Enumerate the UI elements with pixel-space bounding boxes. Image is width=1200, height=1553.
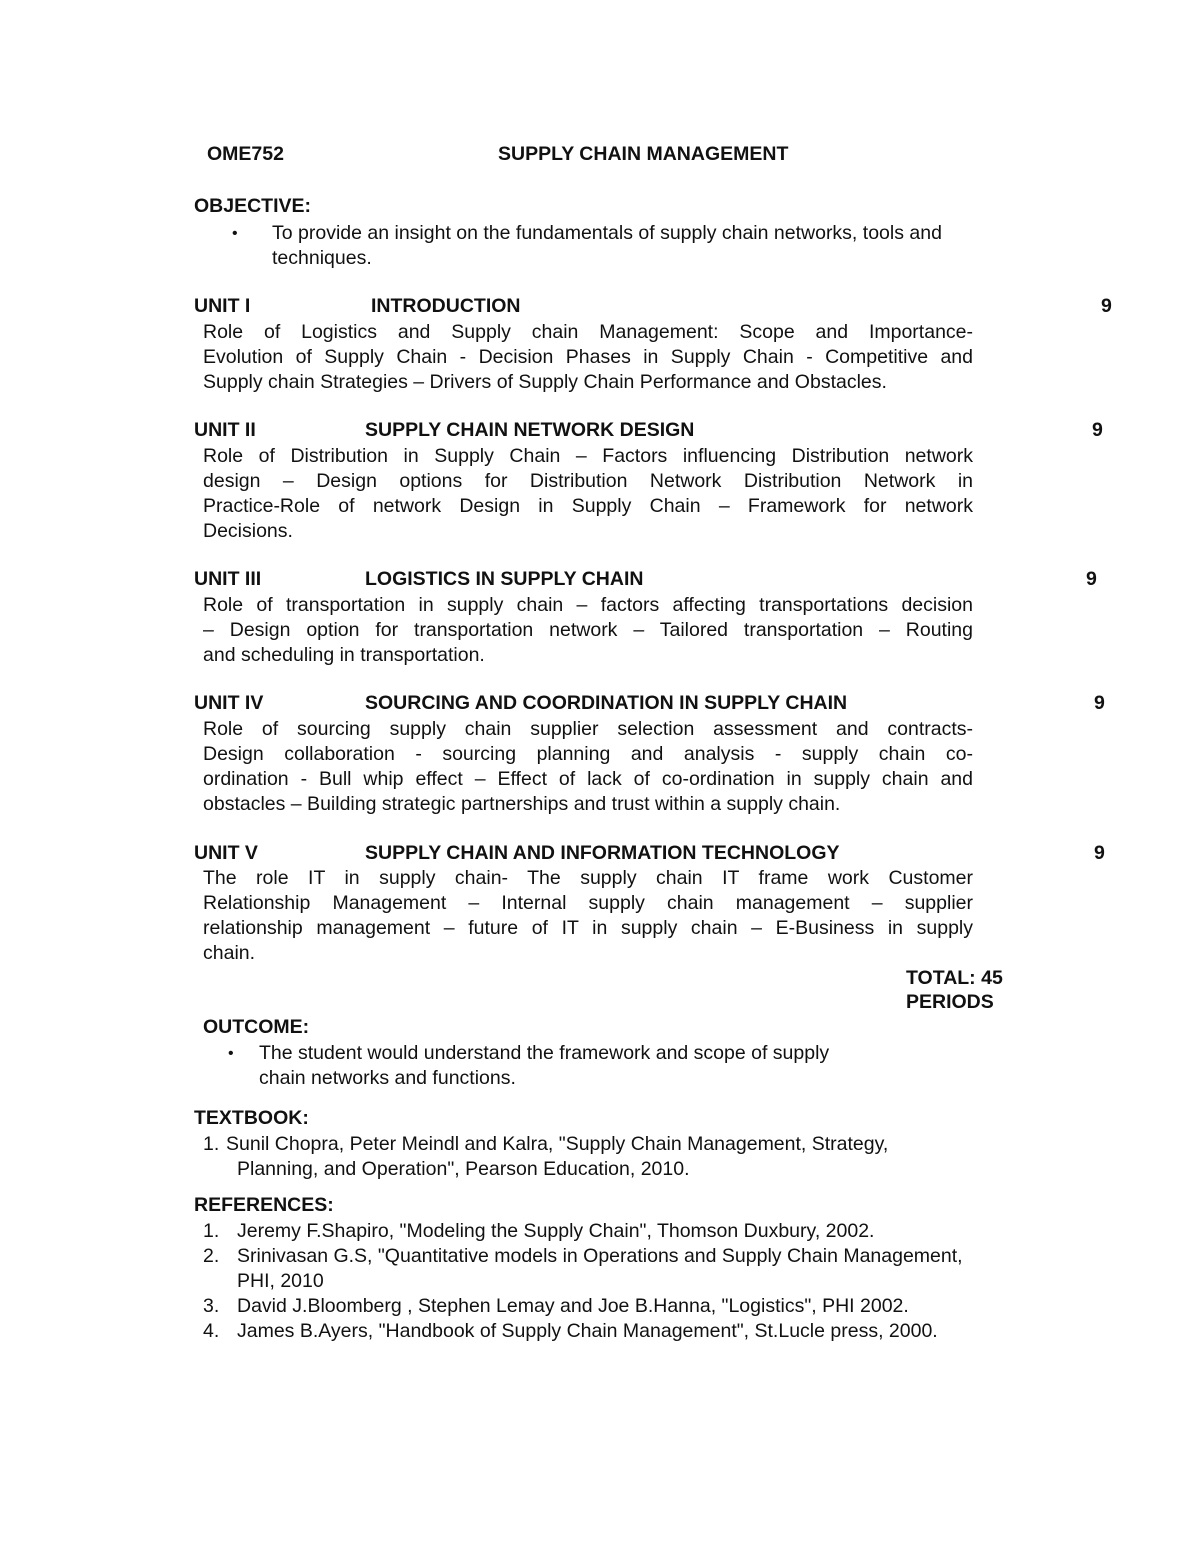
textbook-line: Sunil Chopra, Peter Meindl and Kalra, "Supply Chain Management, Strategy,: [226, 1133, 889, 1155]
unit-label: UNIT II: [194, 419, 256, 441]
reference-line: David J.Bloomberg , Stephen Lemay and Joe B.Hanna, "Logistics", PHI 2002.: [237, 1295, 909, 1317]
unit-text-line: chain.: [203, 942, 256, 964]
unit-hours: 9: [1086, 568, 1097, 590]
unit-hours: 9: [1092, 419, 1103, 441]
objective-line: To provide an insight on the fundamentals of supply chain networks, tools and: [272, 222, 942, 244]
unit-text-line: and scheduling in transportation.: [203, 644, 485, 666]
unit-text-line: ordination - Bull whip effect – Effect of lack of co-ordination in supply chain and: [203, 768, 973, 790]
course-title: SUPPLY CHAIN MANAGEMENT: [498, 143, 789, 165]
unit-text-line: Practice-Role of network Design in Supply Chain – Framework for network: [203, 495, 973, 517]
unit-text-line: Design collaboration - sourcing planning and analysis - supply chain co-: [203, 743, 973, 765]
unit-text-line: – Design option for transportation network – Tailored transportation – Routing: [203, 619, 973, 641]
unit-text-line: design – Design options for Distribution Network Distribution Network in: [203, 470, 973, 492]
reference-line: James B.Ayers, "Handbook of Supply Chain Management", St.Lucle press, 2000.: [237, 1320, 938, 1342]
unit-title: SUPPLY CHAIN NETWORK DESIGN: [365, 419, 695, 441]
unit-text-line: Relationship Management – Internal supply chain management – supplier: [203, 892, 973, 914]
unit-hours: 9: [1101, 295, 1112, 317]
unit-text-line: relationship management – future of IT in supply chain – E-Business in supply: [203, 917, 973, 939]
objective-line: techniques.: [272, 247, 372, 269]
reference-line: Srinivasan G.S, "Quantitative models in Operations and Supply Chain Management,: [237, 1245, 963, 1267]
total-periods-label: PERIODS: [906, 991, 994, 1013]
outcome-heading: OUTCOME:: [203, 1016, 310, 1038]
unit-text-line: Role of Distribution in Supply Chain – Factors influencing Distribution network: [203, 445, 973, 467]
textbook-heading: TEXTBOOK:: [194, 1107, 309, 1129]
unit-title: LOGISTICS IN SUPPLY CHAIN: [365, 568, 644, 590]
unit-text-line: Role of transportation in supply chain – factors affecting transportations decision: [203, 594, 973, 616]
unit-label: UNIT III: [194, 568, 262, 590]
unit-text-line: Evolution of Supply Chain - Decision Phases in Supply Chain - Competitive and: [203, 346, 973, 368]
unit-text-line: Supply chain Strategies – Drivers of Supply Chain Performance and Obstacles.: [203, 371, 887, 393]
unit-title: SUPPLY CHAIN AND INFORMATION TECHNOLOGY: [365, 842, 840, 864]
reference-line: Jeremy F.Shapiro, "Modeling the Supply Chain", Thomson Duxbury, 2002.: [237, 1220, 875, 1242]
total-periods: TOTAL: 45: [906, 967, 1003, 989]
textbook-number: 1.: [203, 1133, 220, 1155]
unit-text-line: obstacles – Building strategic partnerships and trust within a supply chain.: [203, 793, 841, 815]
unit-hours: 9: [1094, 842, 1105, 864]
references-heading: REFERENCES:: [194, 1194, 334, 1216]
bullet-icon: •: [232, 225, 238, 242]
reference-number: 1.: [203, 1220, 220, 1242]
unit-hours: 9: [1094, 692, 1105, 714]
unit-label: UNIT IV: [194, 692, 264, 714]
unit-text-line: The role IT in supply chain- The supply chain IT frame work Customer: [203, 867, 973, 889]
unit-label: UNIT I: [194, 295, 251, 317]
course-code: OME752: [207, 143, 284, 165]
unit-text-line: Role of sourcing supply chain supplier selection assessment and contracts-: [203, 718, 973, 740]
unit-text-line: Decisions.: [203, 520, 293, 542]
reference-line: PHI, 2010: [237, 1270, 324, 1292]
outcome-line: chain networks and functions.: [259, 1067, 516, 1089]
reference-number: 2.: [203, 1245, 220, 1267]
objective-heading: OBJECTIVE:: [194, 195, 312, 217]
outcome-line: The student would understand the framework and scope of supply: [259, 1042, 830, 1064]
unit-label: UNIT V: [194, 842, 258, 864]
textbook-line: Planning, and Operation", Pearson Education, 2010.: [237, 1158, 690, 1180]
reference-number: 4.: [203, 1320, 220, 1342]
unit-text-line: Role of Logistics and Supply chain Management: Scope and Importance-: [203, 321, 973, 343]
reference-number: 3.: [203, 1295, 220, 1317]
unit-title: SOURCING AND COORDINATION IN SUPPLY CHAIN: [365, 692, 848, 714]
bullet-icon: •: [228, 1045, 234, 1062]
unit-title: INTRODUCTION: [371, 295, 521, 317]
